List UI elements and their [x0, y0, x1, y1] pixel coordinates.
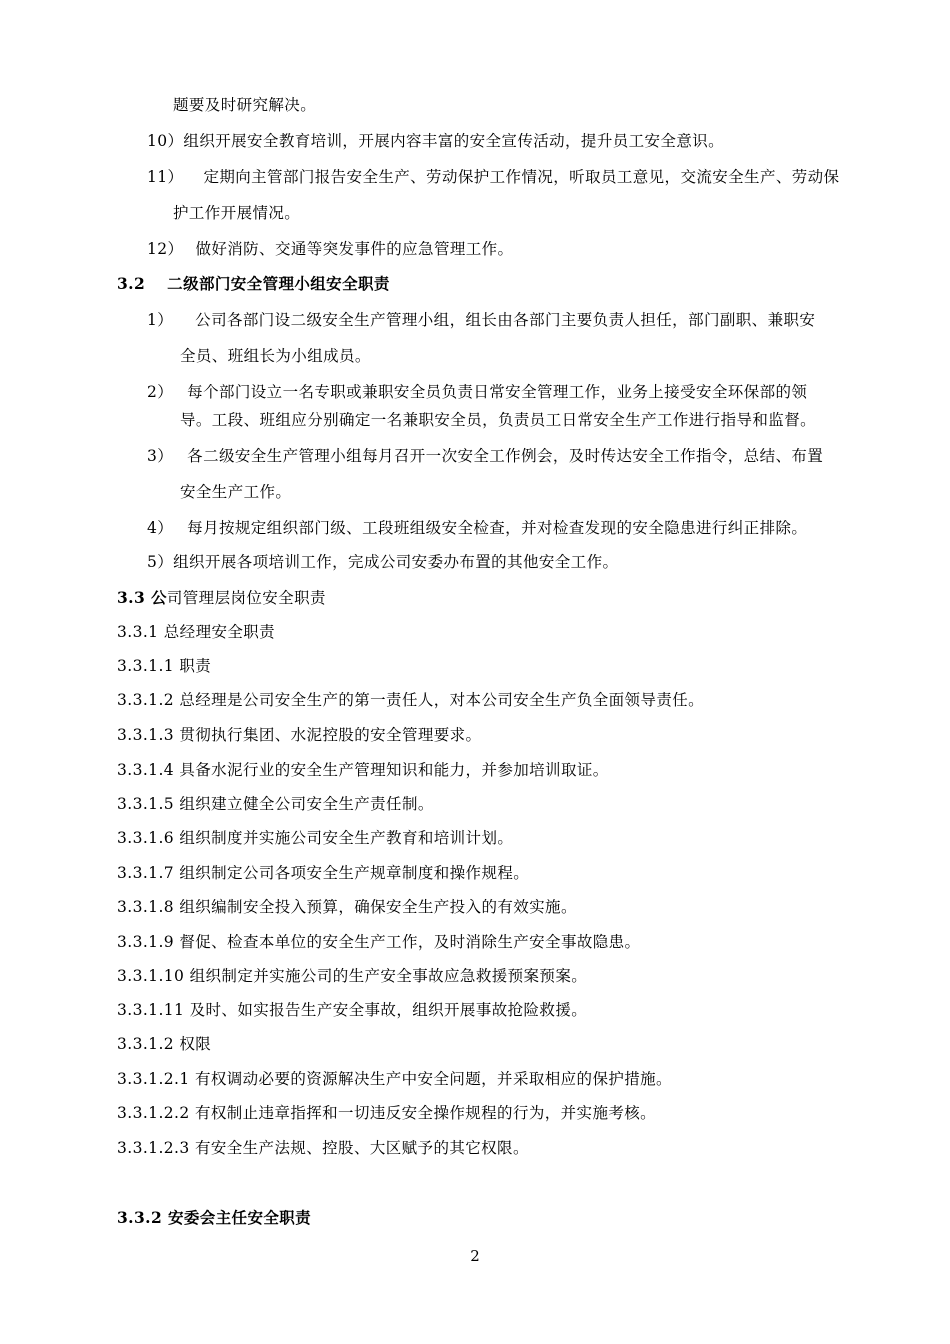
item-text: 每个部门设立一名专职或兼职安全员负责日常安全管理工作，业务上接受安全环保部的领: [187, 383, 808, 401]
clause-3-3-1-9: 3.3.1.9 督促、检查本单位的安全生产工作，及时消除生产安全事故隐患。: [117, 933, 641, 951]
item-text: 做好消防、交通等突发事件的应急管理工作。: [195, 240, 514, 258]
list-item-1: [147, 310, 815, 330]
item-number: 1）: [147, 311, 174, 329]
clause-3-3-1-7: 3.3.1.7 组织制定公司各项安全生产规章制度和操作规程。: [117, 864, 530, 882]
page-number: 2: [470, 1247, 480, 1265]
clause-3-3-2-heading: 3.3.2 安委会主任安全职责: [117, 1208, 312, 1227]
item-number: 3）: [147, 447, 174, 465]
duty-item-10: 10）组织开展安全教育培训，开展内容丰富的安全宣传活动，提升员工安全意识。: [147, 132, 725, 150]
clause-3-3-1-11: 3.3.1.11 及时、如实报告生产安全事故，组织开展事故抢险救援。: [117, 1001, 588, 1019]
item-text: 各二级安全生产管理小组每月召开一次安全工作例会，及时传达安全工作指令，总结、布置: [187, 447, 824, 465]
item-number: 2）: [147, 383, 174, 401]
list-item-2-continued: 导。工段、班组应分别确定一名兼职安全员，负责员工日常安全生产工作进行指导和监督。: [180, 411, 817, 429]
duty-item-11-continued: 护工作开展情况。: [173, 204, 301, 222]
clause-3-3-1: 3.3.1 总经理安全职责: [117, 623, 276, 641]
list-item-5: 5）组织开展各项培训工作，完成公司安委办布置的其他安全工作。: [147, 553, 619, 571]
clause-3-3-1-5: 3.3.1.5 组织建立健全公司安全生产责任制。: [117, 795, 434, 813]
duty-item-11: [147, 167, 839, 187]
clause-3-3-1-10: 3.3.1.10 组织制定并实施公司的生产安全事故应急救援预案预案。: [117, 967, 588, 985]
clause-3-3-1-3: 3.3.1.3 贯彻执行集团、水泥控股的安全管理要求。: [117, 726, 482, 744]
clause-3-3-1-2-2: 3.3.1.2.2 有权制止违章指挥和一切违反安全操作规程的行为，并实施考核。: [117, 1104, 657, 1122]
item-text: 每月按规定组织部门级、工段班组级安全检查，并对检查发现的安全隐患进行纠正排除。: [187, 519, 808, 537]
section-heading-rest: 司管理层岗位安全职责: [166, 589, 326, 607]
clause-3-3-1-2-3: 3.3.1.2.3 有安全生产法规、控股、大区赋予的其它权限。: [117, 1139, 529, 1157]
clause-3-3-1-4: 3.3.1.4 具备水泥行业的安全生产管理知识和能力，并参加培训取证。: [117, 761, 609, 779]
item-text: 定期向主管部门报告安全生产、劳动保护工作情况，听取员工意见，交流安全生产、劳动保: [203, 168, 840, 186]
section-heading-bold-part: 3.3 公: [117, 588, 167, 607]
clause-3-3-1-2-authority: 3.3.1.2 权限: [117, 1035, 212, 1053]
clause-3-3-1-2: 3.3.1.2 总经理是公司安全生产的第一责任人，对本公司安全生产负全面领导责任。: [117, 691, 705, 709]
clause-3-3-1-6: 3.3.1.6 组织制度并实施公司安全生产教育和培训计划。: [117, 829, 514, 847]
list-item-3: [147, 446, 823, 466]
item-number: 11）: [147, 168, 184, 186]
item-number: 12）: [147, 240, 184, 258]
clause-3-3-1-1: 3.3.1.1 职责: [117, 657, 212, 675]
clause-3-3-1-2-1: 3.3.1.2.1 有权调动必要的资源解决生产中安全问题，并采取相应的保护措施。: [117, 1070, 672, 1088]
section-number: 3.2: [117, 274, 146, 293]
list-item-3-continued: 安全生产工作。: [180, 483, 292, 501]
list-item-2: [147, 382, 807, 402]
section-heading-3-2: [117, 274, 390, 294]
section-heading-3-3: [117, 588, 326, 608]
list-item-1-continued: 全员、班组长为小组成员。: [180, 347, 371, 365]
duty-item-12: [147, 239, 513, 259]
item-number: 4）: [147, 519, 174, 537]
item-text: 公司各部门设二级安全生产管理小组，组长由各部门主要负责人担任，部门副职、兼职安: [195, 311, 816, 329]
clause-3-3-1-8: 3.3.1.8 组织编制安全投入预算，确保安全生产投入的有效实施。: [117, 898, 577, 916]
continued-text: 题要及时研究解决。: [173, 96, 317, 114]
section-title: 二级部门安全管理小组安全职责: [167, 274, 390, 293]
list-item-4: [147, 518, 807, 538]
